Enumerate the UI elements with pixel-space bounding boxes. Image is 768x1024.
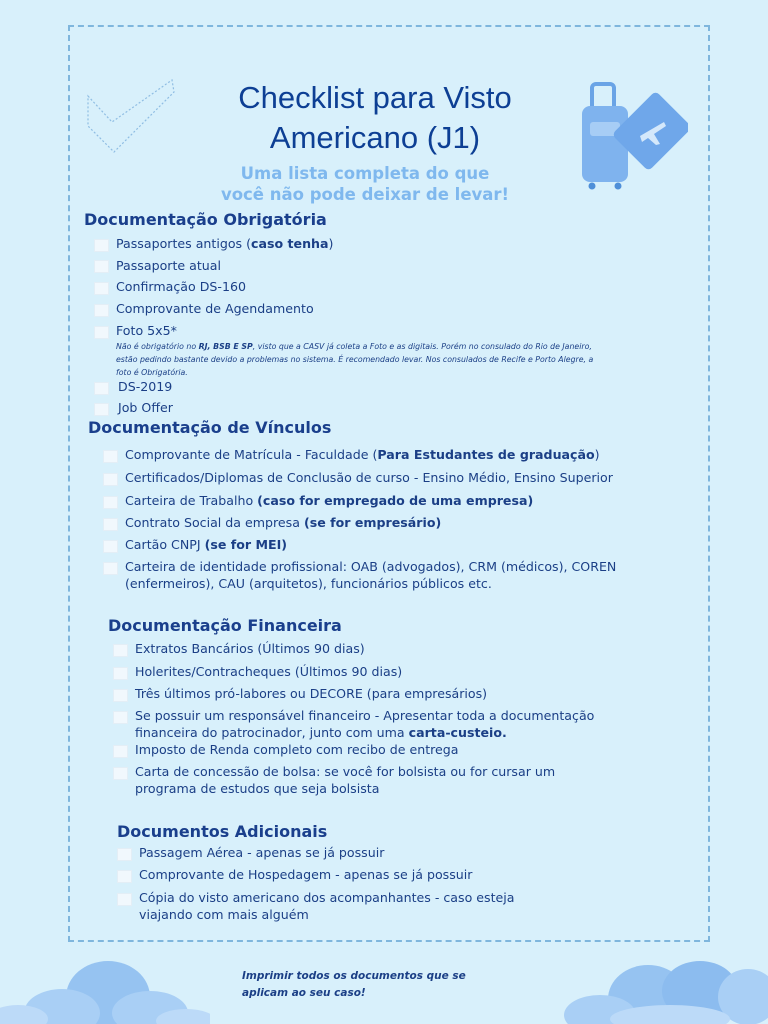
item-text-line2: programa de estudos que seja bolsista: [135, 781, 380, 796]
checkbox[interactable]: [117, 848, 132, 861]
checkbox[interactable]: [94, 260, 109, 273]
cloud-icon: [560, 955, 768, 1024]
checkbox[interactable]: [113, 689, 128, 702]
checkbox[interactable]: [103, 473, 118, 486]
checkbox[interactable]: [113, 667, 128, 680]
section-title-obrigatoria: Documentação Obrigatória: [84, 210, 327, 229]
item-text: Imposto de Renda completo com recibo de entrega: [135, 742, 459, 757]
item-text: DS-2019: [118, 379, 173, 394]
item-text: Passaporte atual: [116, 258, 222, 273]
item-text: Carteira de identidade profissional: OAB (advogados), CRM (médicos), COREN: [125, 559, 617, 574]
checkbox[interactable]: [117, 870, 132, 883]
checkbox[interactable]: [113, 767, 128, 780]
title-line-2: Americano (J1): [269, 120, 481, 155]
footer-line-2: aplicam ao seu caso!: [242, 987, 366, 999]
checkbox[interactable]: [94, 282, 109, 295]
checkbox[interactable]: [94, 326, 109, 339]
item-text: Três últimos pró-labores ou DECORE (para empresários): [135, 686, 488, 701]
subtitle-line-2: você não pode deixar de levar!: [220, 185, 510, 204]
item-text: Se possuir um responsável financeiro - Apresentar toda a documentação: [135, 708, 595, 723]
item-text: Confirmação DS-160: [116, 279, 246, 294]
checkbox[interactable]: [113, 745, 128, 758]
item-text-line2: viajando com mais alguém: [139, 907, 309, 922]
item-text: Foto 5x5*: [116, 323, 177, 338]
item-text: Contrato Social da empresa (se for empresário): [125, 515, 442, 530]
item-text: Comprovante de Agendamento: [116, 301, 314, 316]
item-text: Carteira de Trabalho (caso for empregado de uma empresa): [125, 493, 534, 508]
section-title-adicionais: Documentos Adicionais: [117, 822, 328, 841]
checkbox[interactable]: [103, 450, 118, 463]
item-text: Passaportes antigos (caso tenha): [116, 236, 334, 251]
checkbox[interactable]: [94, 304, 109, 317]
checkbox[interactable]: [103, 496, 118, 509]
item-text: Comprovante de Hospedagem - apenas se já possuir: [139, 867, 473, 882]
checkbox[interactable]: [113, 644, 128, 657]
checkbox[interactable]: [94, 239, 109, 252]
item-text: Comprovante de Matrícula - Faculdade (Para Estudantes de graduação): [125, 447, 600, 462]
footer-note: [242, 968, 542, 1002]
subtitle: [150, 163, 580, 205]
item-text: Cópia do visto americano dos acompanhantes - caso esteja: [139, 890, 515, 905]
subtitle-line-1: Uma lista completa do que: [240, 164, 490, 183]
item-text: Extratos Bancários (Últimos 90 dias): [135, 641, 365, 656]
checkbox[interactable]: [117, 893, 132, 906]
checkbox[interactable]: [113, 711, 128, 724]
item-text-line2: financeira do patrocinador, junto com uma carta-custeio.: [135, 725, 507, 740]
section-title-financeira: Documentação Financeira: [108, 616, 342, 635]
cloud-icon: [0, 955, 210, 1024]
item-text: Job Offer: [118, 400, 173, 415]
luggage-icon: [580, 82, 688, 190]
checkbox[interactable]: [103, 518, 118, 531]
page-title: [150, 78, 600, 158]
footer-line-1: Imprimir todos os documentos que se: [242, 970, 466, 982]
checkbox[interactable]: [94, 382, 109, 395]
item-text: Carta de concessão de bolsa: se você for bolsista ou for cursar um: [135, 764, 556, 779]
item-text: Passagem Aérea - apenas se já possuir: [139, 845, 385, 860]
photo-note: Não é obrigatório no RJ, BSB E SP, visto que a CASV já coleta a Foto e as digitais. Porém no consulado do Rio de Janeiro, estão pedindo bastante devido a problemas no sistema. É recomendado levar. Nos consulados de Recife e Porto Alegre, a foto é Obrigatória.: [116, 342, 594, 377]
section-title-vinculos: Documentação de Vínculos: [88, 418, 332, 437]
item-text: Certificados/Diplomas de Conclusão de curso - Ensino Médio, Ensino Superior: [125, 470, 613, 485]
checkbox[interactable]: [94, 403, 109, 416]
checkbox[interactable]: [103, 562, 118, 575]
item-text-line2: (enfermeiros), CAU (arquitetos), funcionários públicos etc.: [125, 576, 492, 591]
item-text: Holerites/Contracheques (Últimos 90 dias): [135, 664, 403, 679]
title-line-1: Checklist para Visto: [238, 80, 512, 115]
checkbox[interactable]: [103, 540, 118, 553]
item-text: Cartão CNPJ (se for MEI): [125, 537, 288, 552]
